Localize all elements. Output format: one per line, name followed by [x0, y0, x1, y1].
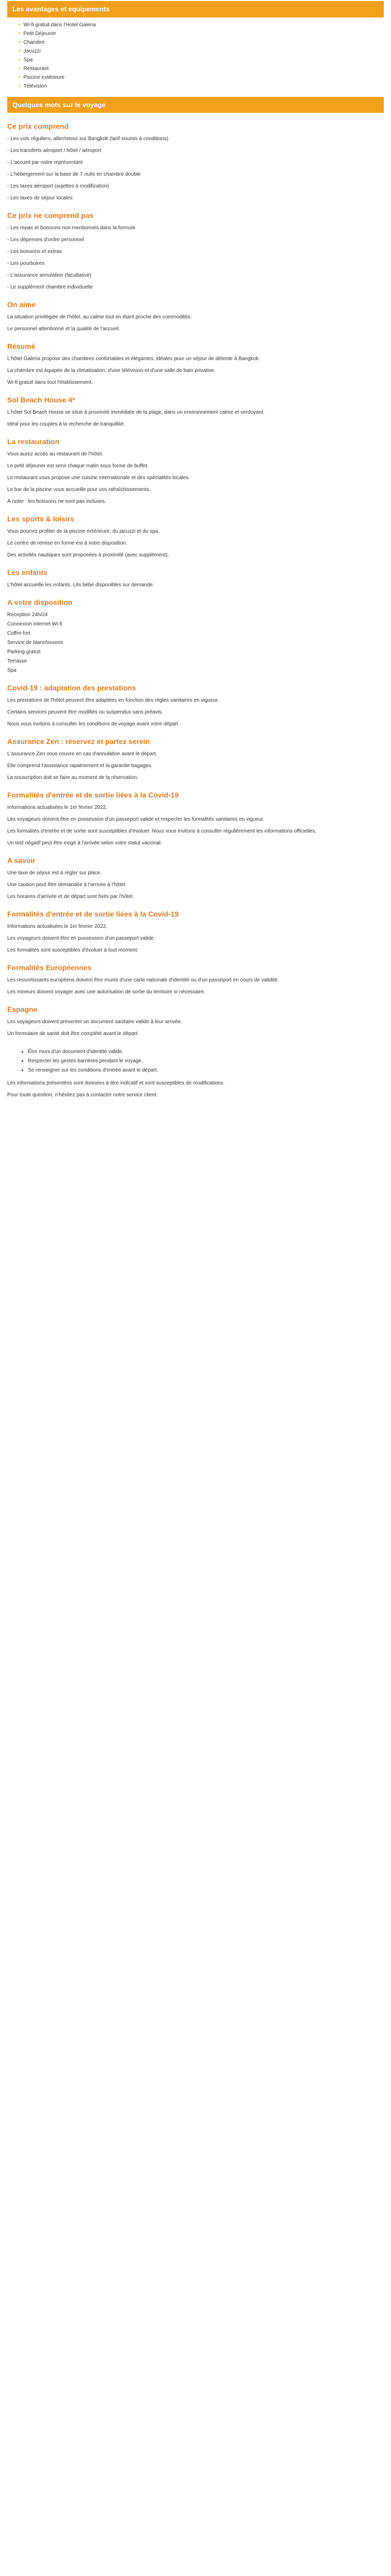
section-title: Formalités d'entrée et de sortie liées à la Covid-19	[7, 910, 179, 918]
feature-item: • Piscine extérieure	[19, 73, 384, 82]
features-banner	[7, 1, 384, 18]
section-paragraph: Nous vous invitons à consulter les conditions de voyage avant votre départ.	[7, 721, 180, 727]
bottom-bullet: • Être muni d'un document d'identité valide.	[28, 1048, 384, 1056]
feature-item: • Restaurant	[19, 64, 384, 73]
section-paragraph: - Les dépenses d'ordre personnel	[7, 237, 84, 243]
section-paragraph: - Les pourboires	[7, 261, 45, 266]
section-title: Ce prix comprend	[7, 122, 69, 130]
section-title: Espagne	[7, 1005, 38, 1013]
section-paragraph: - Le supplément chambre individuelle	[7, 284, 93, 290]
section-paragraph: Wi-fi gratuit dans tout l'établissement.	[7, 380, 93, 385]
section-paragraph: Des activités nautiques sont proposées à proximité (avec supplément).	[7, 552, 169, 558]
section-paragraph: Les formalités d'entrée et de sortie sont susceptibles d'évoluer. Nous vous invitons à consulter régulièrement les informations officielles.	[7, 828, 317, 834]
section-paragraph: Vous aurez accès au restaurant de l'hôtel.	[7, 451, 103, 457]
bottom-note	[7, 1048, 384, 1099]
section-paragraph: L'hôtel Galeria propose des chambres confortables et élégantes, idéales pour un séjour de détente à Bangkok.	[7, 356, 260, 362]
section-paragraph: - L'accueil par notre représentant	[7, 160, 83, 165]
section-paragraph: Informations actualisées le 1er février 2022.	[7, 924, 107, 929]
section-paragraph: Vous pourrez profiter de la piscine extérieure, du jacuzzi et du spa.	[7, 529, 160, 534]
section-lines	[7, 611, 384, 674]
section-paragraph: L'assurance Zen vous couvre en cas d'annulation avant le départ.	[7, 751, 157, 757]
section-line: Réception 24h/24	[7, 612, 48, 618]
feature-item: • Spa	[19, 56, 384, 64]
faq-banner	[7, 97, 384, 113]
section-paragraph: Les prestations de l'hôtel peuvent être adaptées en fonction des règles sanitaires en vigueur.	[7, 698, 219, 703]
section-paragraph: - L'hébergement sur la base de 7 nuits en chambre double	[7, 172, 141, 177]
section-title: Ce prix ne comprend pas	[7, 211, 94, 219]
section-paragraph: Elle comprend l'assistance rapatriement et la garantie bagages.	[7, 763, 153, 769]
feature-item: • Chambre	[19, 38, 384, 47]
bottom-paragraph: Pour toute question, n'hésitez pas à contacter notre service client.	[7, 1092, 158, 1098]
section-paragraph: À noter : les boissons ne sont pas incluses.	[7, 499, 106, 504]
section-paragraph: Le petit déjeuner est servi chaque matin sous forme de buffet.	[7, 463, 149, 469]
section-title: Formalités Européennes	[7, 963, 92, 972]
section-paragraph: La chambre est équipée de la climatisation, d'une télévision et d'une salle de bain privative.	[7, 368, 216, 374]
bottom-bullet: • Respecter les gestes barrières pendant le voyage.	[28, 1057, 384, 1065]
section-paragraph: L'hôtel Sol Beach House se situe à proximité immédiate de la plage, dans un environnement calme et verdoyant.	[7, 410, 265, 415]
section-paragraph: Idéal pour les couples à la recherche de tranquillité.	[7, 421, 125, 427]
section-paragraph: - Les boissons et extras	[7, 249, 62, 255]
bottom-paras	[7, 1079, 384, 1099]
section-paragraph: La situation privilégiée de l'hôtel, au calme tout en étant proche des commodités.	[7, 314, 192, 320]
section-title: Formalités d'entrée et de sortie liées à la Covid-19	[7, 791, 179, 799]
section-paragraph: Les voyageurs doivent présenter un document sanitaire valide à leur arrivée.	[7, 1019, 183, 1025]
section-paragraph: Une taxe de séjour est à régler sur place.	[7, 870, 102, 876]
section-paragraph: Certains services peuvent être modifiés ou suspendus sans préavis.	[7, 709, 163, 715]
bottom-bullet: • Se renseigner sur les conditions d'entrée avant le départ.	[28, 1066, 384, 1074]
section-title: A votre disposition	[7, 598, 73, 606]
section-paragraph: - Les taxes de séjour locales	[7, 195, 73, 201]
section-paragraph: Le restaurant vous propose une cuisine internationale et des spécialités locales.	[7, 475, 190, 481]
feature-item: • Petit Déjeuner	[19, 29, 384, 38]
section-title: Les enfants	[7, 568, 47, 577]
section-title: La restauration	[7, 437, 60, 446]
section-paragraph: Le bar de la piscine vous accueille pour vos rafraîchissements.	[7, 487, 151, 493]
section-paragraph: Informations actualisées le 1er février 2022.	[7, 805, 107, 810]
page	[0, 1, 391, 1099]
section-paragraph: Le personnel attentionné et la qualité de l'accueil.	[7, 326, 120, 332]
section-title: Sol Beach House 4*	[7, 396, 75, 404]
bottom-bullets	[28, 1048, 384, 1074]
features-list	[19, 21, 384, 91]
section-paragraph: Les ressortissants européens doivent être munis d'une carte nationale d'identité ou d'un passeport en cours de validité.	[7, 977, 279, 983]
section-line: Coffre-fort	[7, 631, 30, 636]
section-title: Les sports & loisirs	[7, 515, 74, 523]
section-paragraph: Le centre de remise en forme est à votre disposition.	[7, 540, 127, 546]
section-title: Covid-19 : adaptation des prestations	[7, 684, 136, 692]
section-paragraph: Les voyageurs doivent être en possession d'un passeport valide et respecter les formalités sanitaires en vigueur.	[7, 817, 265, 822]
section-title: Assurance Zen : réservez et partez serein	[7, 737, 150, 745]
sections	[7, 121, 384, 1038]
feature-item: • Wi-fi gratuit dans l'Hotel Galeria	[19, 21, 384, 29]
section-line: Spa	[7, 668, 17, 673]
section-line: Connexion internet Wi-fi	[7, 621, 62, 627]
section-paragraph: - Les vols réguliers, aller/retour sur Bangkok (tarif soumis à conditions)	[7, 136, 169, 142]
features-title: Les avantages et equipements	[12, 5, 110, 13]
feature-item: • Jacuzzi	[19, 47, 384, 56]
section-paragraph: Les horaires d'arrivée et de départ sont fixés par l'hôtel.	[7, 894, 134, 900]
section-paragraph: Les voyageurs doivent être en possession d'un passeport valide.	[7, 936, 155, 941]
section-paragraph: Les formalités sont susceptibles d'évoluer à tout moment.	[7, 947, 139, 953]
section-paragraph: L'hôtel accueille les enfants. Lits bébé disponibles sur demande.	[7, 582, 154, 588]
section-paragraph: Un test négatif peut être exigé à l'arrivée selon votre statut vaccinal.	[7, 840, 162, 846]
section-title: A savoir	[7, 856, 36, 865]
section-line: Parking gratuit	[7, 649, 41, 655]
section-paragraph: - Les transferts aéroport / hôtel / aéroport	[7, 148, 102, 154]
section-paragraph: Les mineurs doivent voyager avec une autorisation de sortie du territoire si nécessaire.	[7, 989, 206, 995]
section-paragraph: La souscription doit se faire au moment de la réservation.	[7, 775, 139, 781]
section-title: On aime	[7, 300, 36, 309]
section-title: Résumé	[7, 342, 36, 350]
section-paragraph: - L'assurance annulation (facultative)	[7, 273, 92, 278]
section-paragraph: - Les repas et boissons non mentionnés dans la formule	[7, 225, 136, 231]
bottom-paragraph: Les informations présentées sont données à titre indicatif et sont susceptibles de modifications.	[7, 1080, 225, 1086]
feature-item: • Télévision	[19, 82, 384, 91]
section-paragraph: - Les taxes aéroport (sujettes à modification)	[7, 183, 109, 189]
section-line: Service de blanchisserie	[7, 640, 63, 646]
section-line: Terrasse	[7, 658, 27, 664]
section-paragraph: Une caution peut être demandée à l'arrivée à l'hôtel.	[7, 882, 127, 888]
section-paragraph: Un formulaire de santé doit être complété avant le départ.	[7, 1031, 139, 1037]
faq-title: Quelques mots sur le voyage	[12, 100, 106, 109]
